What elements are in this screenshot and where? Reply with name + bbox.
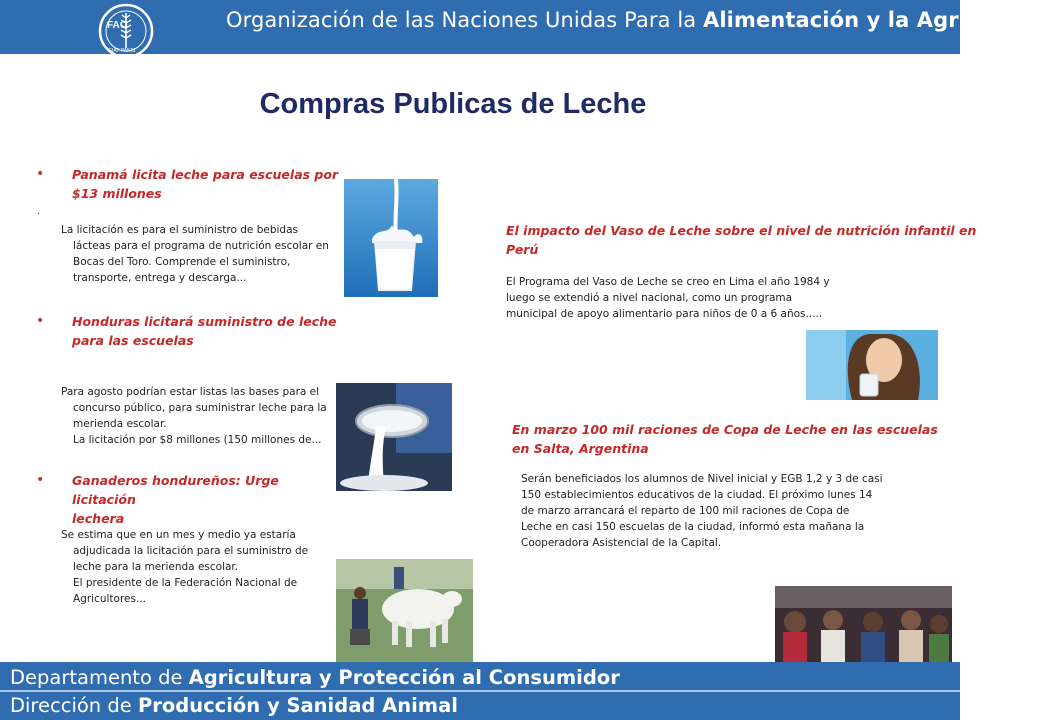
body-line: transporte, entrega y descarga...: [73, 272, 247, 284]
body-line: lácteas para el programa de nutrición escolar en: [73, 240, 329, 252]
body-line: Cooperadora Asistencial de la Capital.: [521, 537, 722, 549]
milk-pouring-photo: [336, 383, 452, 491]
headline-line: en Salta, Argentina: [512, 441, 649, 456]
body-line: concurso público, para suministrar leche para la: [73, 402, 327, 414]
division-bold: Producción y Sanidad Animal: [137, 694, 458, 717]
body-line: Para agosto podrían estar listas las bases para el: [61, 386, 320, 398]
headline-line: Panamá licita leche para escuelas por: [72, 167, 339, 182]
division-prefix: Dirección de: [10, 694, 138, 717]
division-name: [10, 694, 458, 717]
cow-milking-photo: [336, 559, 473, 662]
logo-motto: FIAT PANIS: [109, 48, 136, 54]
separator-dot: .: [37, 206, 41, 217]
body-line: leche para la merienda escolar.: [73, 561, 239, 573]
body-line: de marzo arrancará el reparto de 100 mil raciones de Copa de: [521, 505, 850, 517]
headline-line: Perú: [506, 242, 539, 257]
body-line: municipal de apoyo alimentario para niños de 0 a 6 años.....: [506, 308, 823, 320]
body-line: Bocas del Toro. Comprende el suministro,: [73, 256, 291, 268]
headline-panama[interactable]: [72, 165, 342, 203]
headline-line: Ganaderos hondureños: Urge licitación: [72, 473, 279, 507]
org-name-prefix: Organización de las Naciones Unidas Para la: [226, 8, 704, 32]
footer-divider: [0, 690, 960, 692]
body-line: adjudicada la licitación para el suministro de: [73, 545, 309, 557]
body-honduras: [61, 384, 327, 448]
bullet-2: •: [36, 313, 45, 329]
department-bold: Agricultura y Protección al Consumidor: [188, 666, 620, 689]
bullet-1: •: [36, 166, 45, 182]
body-line: luego se extendió a nivel nacional, como un programa: [506, 292, 793, 304]
headline-ganaderos[interactable]: [72, 471, 342, 528]
body-line: El presidente de la Federación Nacional de: [73, 577, 298, 589]
body-panama: [61, 222, 329, 286]
body-line: La licitación por $8 millones (150 millones de...: [73, 434, 322, 446]
body-peru: [506, 274, 830, 322]
organization-name: [226, 8, 1051, 32]
body-line: Leche en casi 150 escuelas de la ciudad, informó esta mañana la: [521, 521, 865, 533]
header-bar: [0, 0, 1051, 54]
department-name: [10, 666, 620, 689]
body-line: 150 establecimientos educativos de la ciudad. El próximo lunes 14: [521, 489, 873, 501]
headline-line: para las escuelas: [72, 333, 194, 348]
headline-salta[interactable]: [512, 420, 938, 458]
headline-line: Honduras licitará suministro de leche: [72, 314, 337, 329]
body-line: Se estima que en un mes y medio ya estaría: [61, 529, 296, 541]
fao-logo: [96, 2, 156, 60]
body-ganaderos: [61, 527, 308, 607]
org-name-bold: Alimentación y la Agricultura: [703, 8, 1051, 32]
body-line: Serán beneficiados los alumnos de Nivel inicial y EGB 1,2 y 3 de casi: [521, 473, 883, 485]
body-line: La licitación es para el suministro de bebidas: [61, 224, 298, 236]
headline-line: En marzo 100 mil raciones de Copa de Leche en las escuelas: [512, 422, 938, 437]
headline-line: $13 millones: [72, 186, 162, 201]
headline-peru[interactable]: [506, 221, 977, 259]
child-drinking-milk-photo: [806, 330, 938, 400]
milk-glass-photo: [344, 179, 438, 297]
department-prefix: Departamento de: [10, 666, 189, 689]
body-salta: [521, 471, 883, 551]
logo-letter-f: FAO: [107, 20, 128, 31]
bullet-3: •: [36, 472, 45, 488]
headline-honduras[interactable]: [72, 312, 342, 350]
school-children-photo: [775, 586, 952, 672]
body-line: merienda escolar.: [73, 418, 167, 430]
headline-line: lechera: [72, 511, 125, 526]
body-line: Agricultores...: [73, 593, 146, 605]
footer-bar: [0, 662, 960, 720]
body-line: El Programa del Vaso de Leche se creo en Lima el año 1984 y: [506, 276, 830, 288]
page-title: Compras Publicas de Leche: [259, 88, 647, 120]
headline-line: El impacto del Vaso de Leche sobre el nivel de nutrición infantil en: [506, 223, 977, 238]
